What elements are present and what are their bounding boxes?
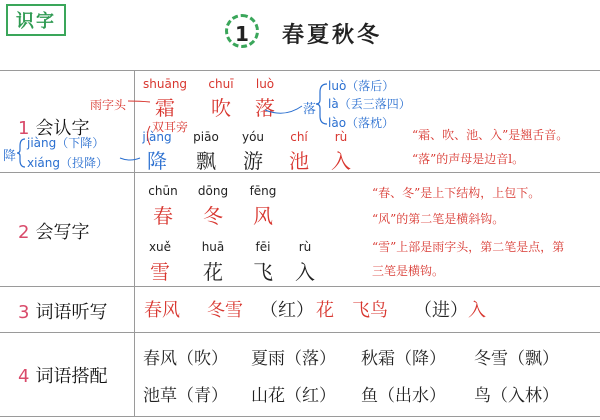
dictation-hint-5: （进）	[414, 300, 468, 321]
char-feng: 风	[253, 204, 273, 228]
write-note-1: “春、冬”是上下结构，上包下。	[372, 186, 541, 200]
char-chi: 池	[289, 149, 309, 173]
pinyin-jiang: jiàng	[142, 130, 172, 144]
annotation-jiang-char: 降	[3, 149, 17, 164]
annotation-radical-rain: 雨字头	[90, 98, 127, 112]
char-shuang: 霜	[155, 96, 175, 120]
annotation-luo-reading-3: lào（落枕）	[328, 116, 395, 130]
write-note-4: 三笔是横钩。	[372, 264, 445, 278]
collocation-item-3: 秋霜（降）	[361, 349, 446, 369]
pinyin-chun: chūn	[148, 184, 178, 198]
char-fei: 飞	[253, 260, 273, 284]
collocation-item-4: 冬雪（飘）	[474, 349, 559, 369]
pinyin-chui: chuī	[208, 77, 234, 91]
char-hua: 花	[203, 260, 223, 284]
collocation-item-2: 夏雨（落）	[251, 349, 336, 369]
pinyin-xue: xuě	[148, 240, 172, 254]
lesson-title: 春夏秋冬	[282, 22, 383, 48]
row-label-dictation: 3 词语听写	[18, 302, 108, 323]
char-xue: 雪	[150, 260, 170, 284]
annotation-luo-reading-2: là（丢三落四）	[328, 97, 411, 111]
char-ru-write: 入	[295, 260, 315, 284]
pinyin-chi: chí	[290, 130, 308, 144]
pinyin-ru: rù	[334, 130, 348, 144]
pinyin-piao: piāo	[193, 130, 219, 144]
annotation-note-lateral: “落”的声母是边音l。	[412, 152, 525, 166]
collocation-item-1: 春风（吹）	[143, 349, 228, 369]
pinyin-shuang: shuāng	[143, 77, 188, 91]
annotation-radical-ear: 双耳旁	[152, 120, 189, 134]
collocation-item-7: 鱼（出水）	[361, 386, 446, 406]
write-note-2: “风”的第二笔是横斜钩。	[372, 212, 505, 226]
char-jiang: 降	[147, 149, 167, 173]
char-piao: 飘	[196, 149, 216, 173]
row-label-collocation: 4 词语搭配	[18, 366, 108, 387]
collocation-item-6: 山花（红）	[251, 386, 336, 406]
pinyin-dong: dōng	[197, 184, 229, 198]
char-ru: 入	[331, 149, 351, 173]
pinyin-you: yóu	[241, 130, 265, 144]
annotation-luo-char: 落	[303, 102, 317, 117]
dictation-word-1: 春风	[144, 300, 180, 321]
char-chun: 春	[153, 204, 173, 228]
annotation-jiang-reading-1: jiàng（下降）	[27, 136, 105, 150]
pinyin-feng: fēng	[249, 184, 277, 198]
char-dong: 冬	[203, 204, 223, 228]
pinyin-luo: luò	[255, 77, 275, 91]
annotation-jiang-reading-2: xiáng（投降）	[27, 156, 109, 170]
annotation-luo-reading-1: luò（落后）	[328, 79, 395, 93]
lesson-number-badge: 1	[225, 14, 259, 48]
pinyin-fei: fēi	[255, 240, 271, 254]
char-chui: 吹	[211, 96, 231, 120]
dictation-word-4: 飞鸟	[352, 300, 388, 321]
dictation-word-5: 入	[468, 300, 486, 321]
pinyin-ru-write: rù	[298, 240, 312, 254]
write-note-3: “雪”上部是雨字头，第二笔是点，第	[372, 240, 565, 254]
collocation-item-5: 池草（青）	[143, 386, 228, 406]
dictation-hint-3: （红）	[260, 300, 314, 321]
dictation-word-3: 花	[316, 300, 334, 321]
dictation-word-2: 冬雪	[207, 300, 243, 321]
char-you: 游	[243, 149, 263, 173]
char-luo: 落	[255, 96, 275, 120]
row-label-read: 1 会认字	[18, 118, 90, 139]
row-label-write: 2 会写字	[18, 222, 90, 243]
collocation-item-8: 鸟（入林）	[474, 386, 559, 406]
annotation-note-retroflex: “霜、吹、池、入”是翘舌音。	[412, 128, 569, 142]
pinyin-hua: huā	[201, 240, 225, 254]
lesson-category-tag: 识字	[6, 4, 66, 36]
